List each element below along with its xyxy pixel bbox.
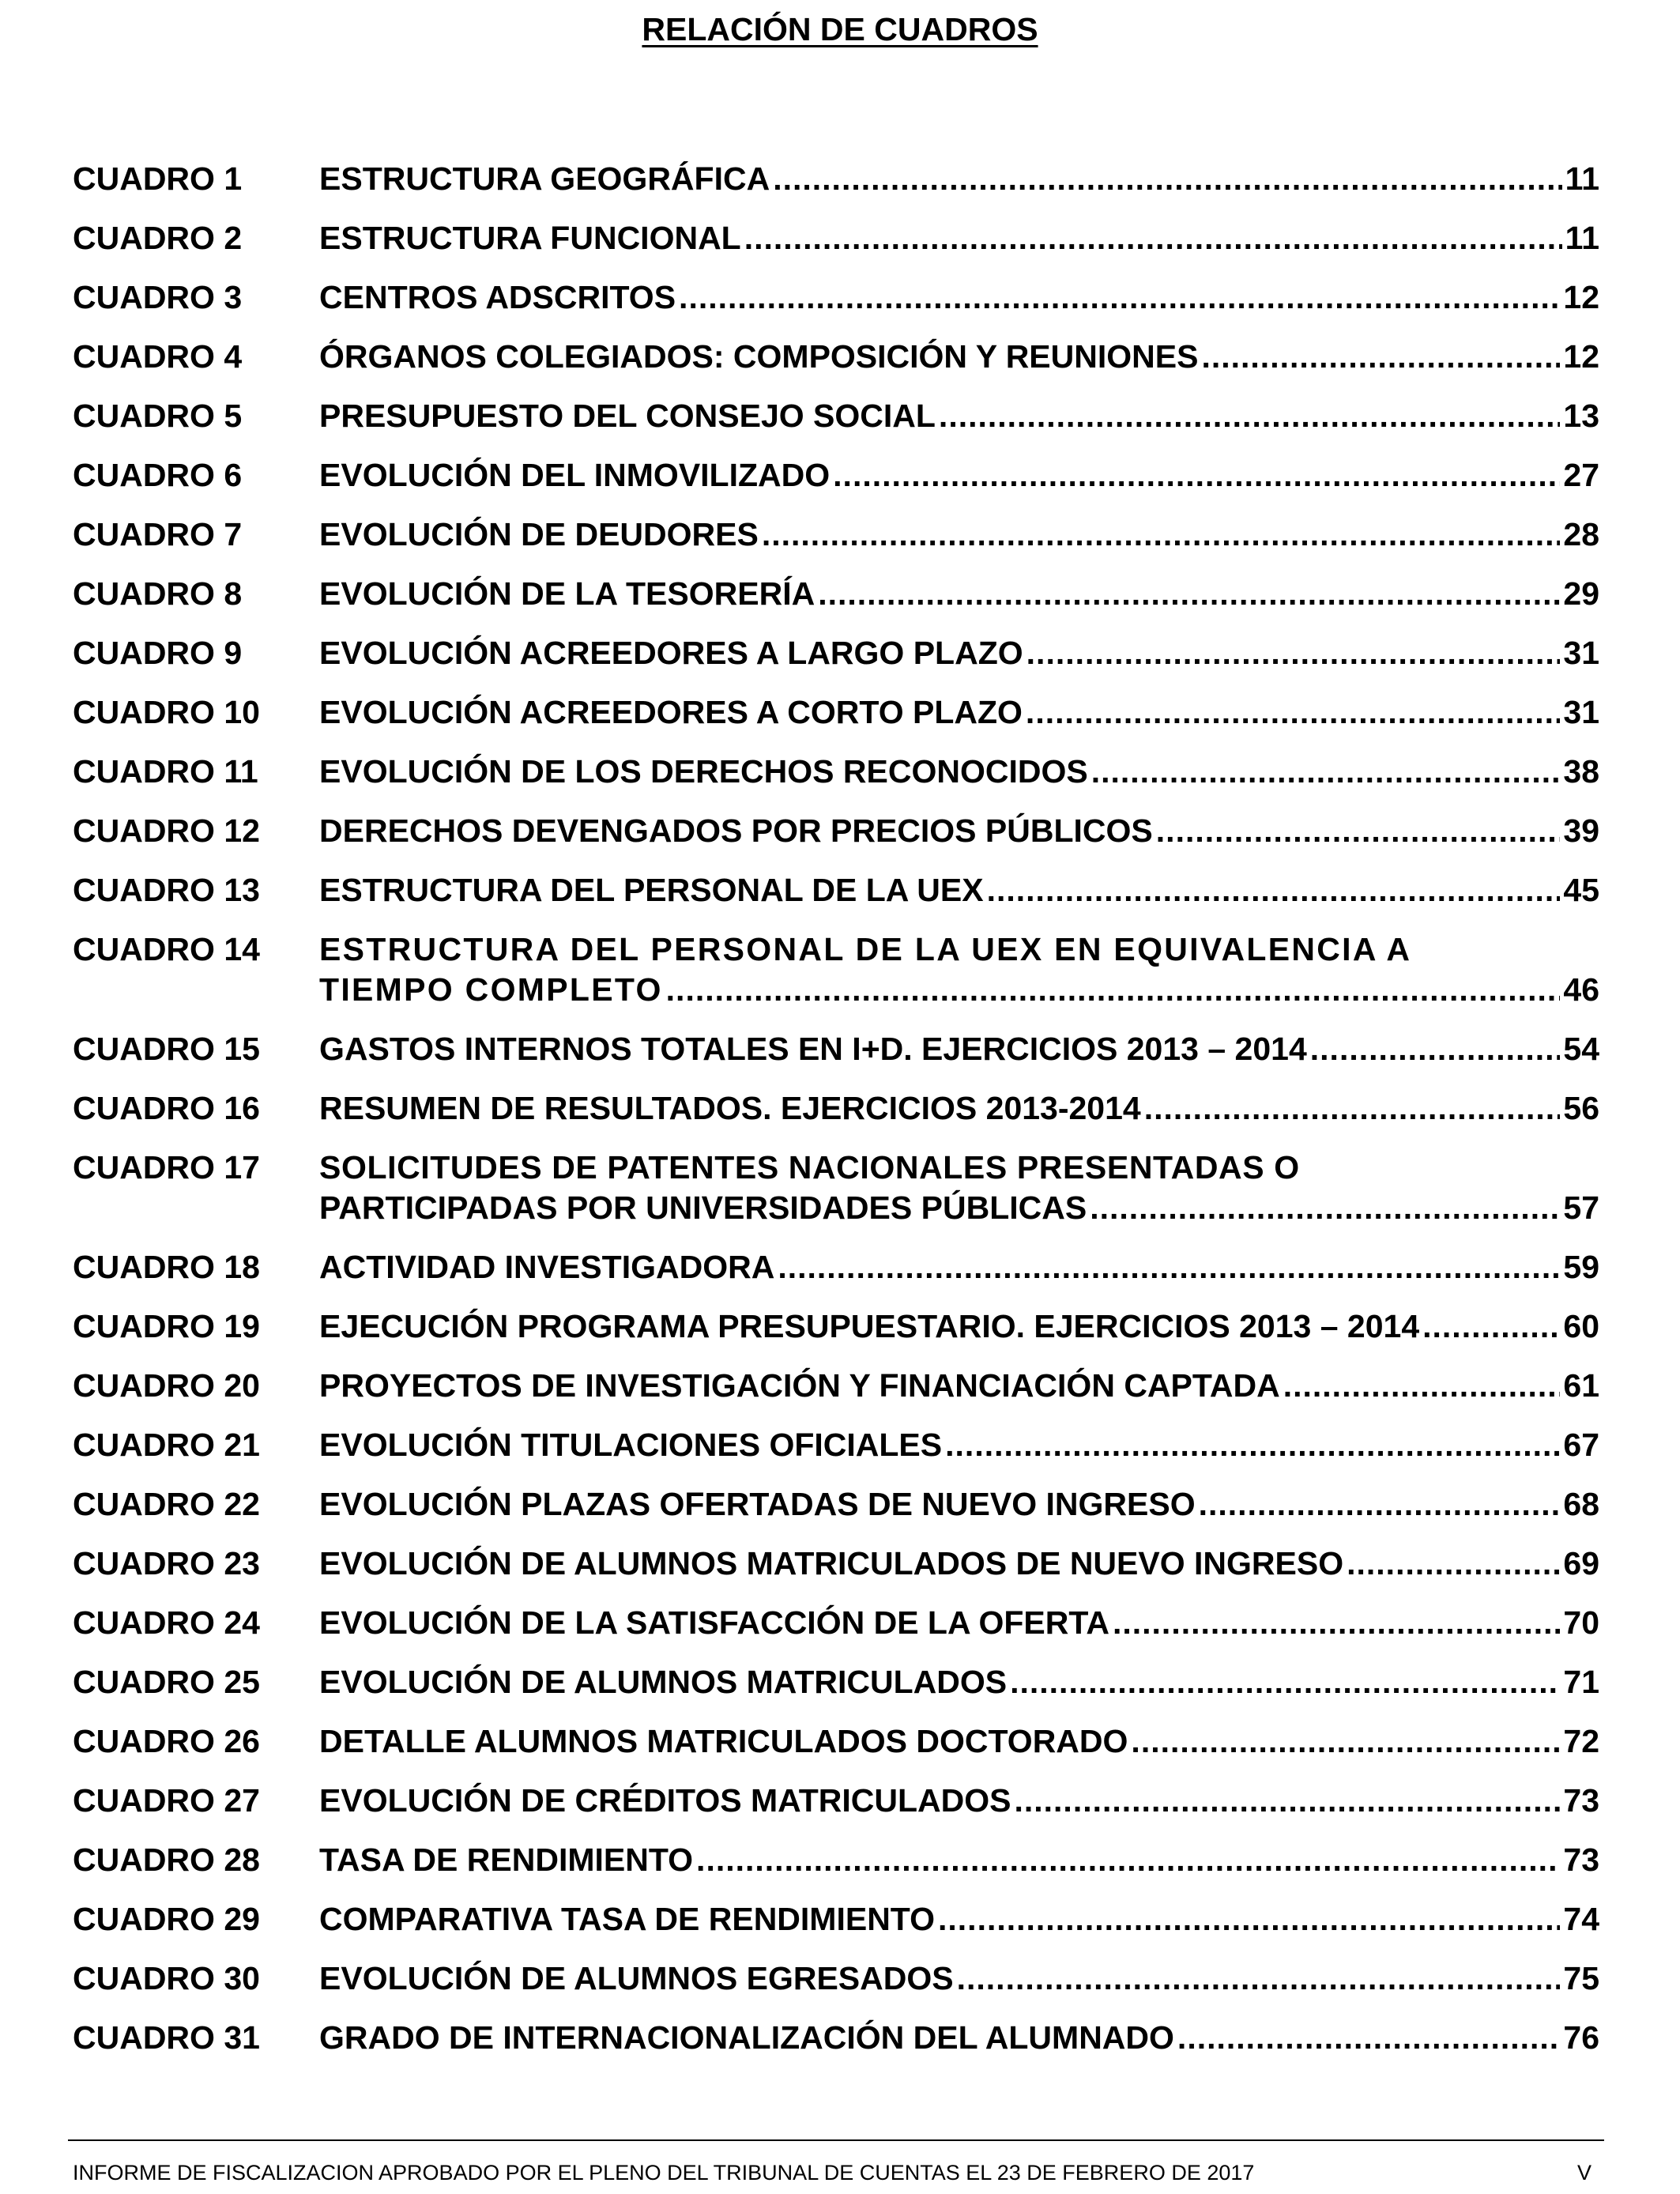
toc-entry-title: EVOLUCIÓN TITULACIONES OFICIALES [319,1427,943,1463]
toc-entry-line [319,1029,1599,1069]
footer-page-number: V [1576,2161,1591,2185]
toc-entry-number: CUADRO 14 [73,931,260,967]
toc-entry-number: CUADRO 24 [73,1604,260,1641]
toc-entry-title: EVOLUCIÓN ACREEDORES A CORTO PLAZO [319,694,1023,730]
toc-entry-line [319,1188,1599,1228]
toc-entry-number: CUADRO 10 [73,694,260,730]
toc-entry[interactable] [73,574,1599,614]
dot-leader [939,396,1560,436]
toc-entry-line [319,1247,1599,1287]
toc-entry-body [319,1088,1599,1129]
toc-entry-title: PRESUPUESTO DEL CONSEJO SOCIAL [319,398,936,434]
toc-entry-page: 27 [1563,457,1599,493]
toc-entry-page: 67 [1563,1427,1599,1463]
toc-entry-body [319,1544,1599,1584]
toc-entry-title: ACTIVIDAD INVESTIGADORA [319,1249,775,1285]
toc-entry-line [319,1484,1599,1525]
dot-leader [818,574,1560,614]
toc-entry[interactable] [73,1088,1599,1129]
toc-entry[interactable] [73,633,1599,673]
toc-entry-title: EVOLUCIÓN DE ALUMNOS MATRICULADOS DE NUEVO INGRESO [319,1545,1344,1581]
dot-leader [1090,1188,1560,1228]
toc-entry-number: CUADRO 2 [73,220,243,256]
toc-entry-title: DERECHOS DEVENGADOS POR PRECIOS PÚBLICOS [319,812,1153,849]
toc-entry-number: CUADRO 18 [73,1249,260,1285]
toc-entry-page: 28 [1563,516,1599,552]
toc-entry-title: EVOLUCIÓN ACREEDORES A LARGO PLAZO [319,635,1023,671]
toc-entry-line [319,515,1599,555]
toc-entry-title: EVOLUCIÓN DE ALUMNOS EGRESADOS [319,1960,954,1996]
toc-entry-page: 38 [1563,753,1599,790]
toc-entry-page: 59 [1563,1249,1599,1285]
toc-entry-page: 39 [1563,812,1599,849]
toc-entry-body [319,633,1599,673]
toc-entry[interactable] [73,1721,1599,1762]
toc-entry-body [319,2018,1599,2058]
dot-leader [1156,811,1561,851]
toc-entry[interactable] [73,1544,1599,1584]
toc-entry-page: 29 [1563,575,1599,612]
toc-entry[interactable] [73,1366,1599,1406]
toc-entry-number: CUADRO 15 [73,1031,260,1067]
dot-leader [938,1899,1560,1940]
toc-entry-number: CUADRO 13 [73,872,260,908]
page-title: RELACIÓN DE CUADROS [642,11,1038,47]
toc-entry-page: 61 [1563,1367,1599,1404]
toc-entry-number: CUADRO 25 [73,1664,260,1700]
toc-entry-page: 71 [1563,1664,1599,1700]
toc-entry-line [319,218,1599,258]
toc-entry-title: GASTOS INTERNOS TOTALES EN I+D. EJERCICIOS 2013 – 2014 [319,1031,1307,1067]
dot-leader [1014,1781,1560,1821]
dot-leader [833,455,1560,496]
toc-entry[interactable] [73,1899,1599,1940]
toc-entry-line [319,1781,1599,1821]
toc-entry-body [319,218,1599,258]
toc-entry-line [319,337,1599,377]
dot-leader [773,159,1561,199]
toc-entry-number: CUADRO 12 [73,812,260,849]
toc-entry-number: CUADRO 22 [73,1486,260,1522]
toc-entry-title: CENTROS ADSCRITOS [319,279,676,315]
toc-entry[interactable] [73,1603,1599,1643]
toc-entry-title: TASA DE RENDIMIENTO [319,1842,694,1878]
toc-entry-number: CUADRO 8 [73,575,243,612]
toc-entry-body [319,455,1599,496]
dot-leader [679,277,1560,318]
dot-leader [762,515,1561,555]
toc-entry[interactable] [73,1958,1599,1999]
toc-entry-number: CUADRO 6 [73,457,243,493]
dot-leader [1422,1306,1560,1347]
toc-entry-body [319,1899,1599,1940]
toc-entry-number: CUADRO 26 [73,1723,260,1759]
dot-leader [1091,752,1561,792]
toc-entry-line [319,574,1599,614]
toc-entry-line [319,811,1599,851]
toc-entry-number: CUADRO 16 [73,1090,260,1126]
toc-entry-title: ESTRUCTURA DEL PERSONAL DE LA UEX [319,872,984,908]
dot-leader [744,218,1562,258]
toc-entry-line [319,1899,1599,1940]
toc-entry-number: CUADRO 5 [73,398,243,434]
toc-entry-number: CUADRO 4 [73,338,243,375]
toc-entry-body [319,1247,1599,1287]
toc-entry[interactable] [73,1484,1599,1525]
toc-entry-body [319,929,1599,1010]
toc-entry-line [319,1958,1599,1999]
toc-entry-number: CUADRO 3 [73,279,243,315]
toc-entry[interactable] [73,1247,1599,1287]
toc-entry-body [319,752,1599,792]
toc-entry[interactable] [73,692,1599,733]
dot-leader [666,970,1561,1010]
toc-entry-title: EVOLUCIÓN DE LA SATISFACCIÓN DE LA OFERTA [319,1604,1109,1641]
toc-entry[interactable] [73,870,1599,910]
toc-entry-number: CUADRO 21 [73,1427,260,1463]
dot-leader [1026,633,1561,673]
toc-entry-body [319,574,1599,614]
toc-entry-title: EVOLUCIÓN DE CRÉDITOS MATRICULADOS [319,1782,1011,1819]
toc-entry-body [319,870,1599,910]
toc-entry-title: EVOLUCIÓN DE LOS DERECHOS RECONOCIDOS [319,753,1088,790]
toc-entry-body [319,1662,1599,1702]
toc-entry-line [319,870,1599,910]
dot-leader [1177,2018,1560,2058]
toc-entry-page: 76 [1563,2019,1599,2056]
toc-entry-body [319,1148,1599,1228]
toc-entry-body [319,159,1599,199]
toc-entry-number: CUADRO 30 [73,1960,260,1996]
toc-entry[interactable] [73,1781,1599,1821]
toc-entry-page: 12 [1563,279,1599,315]
toc-entry-page: 60 [1563,1308,1599,1344]
toc-entry-title: EVOLUCIÓN DEL INMOVILIZADO [319,457,831,493]
toc-entry[interactable] [73,515,1599,555]
toc-entry[interactable] [73,929,1599,1010]
toc-entry-title: PARTICIPADAS POR UNIVERSIDADES PÚBLICAS [319,1189,1087,1226]
toc-entry-title: PROYECTOS DE INVESTIGACIÓN Y FINANCIACIÓN CAPTADA [319,1367,1280,1404]
dot-leader [945,1425,1560,1465]
toc-entry-body [319,396,1599,436]
toc-entry-body [319,337,1599,377]
toc-entry-title: ESTRUCTURA GEOGRÁFICA [319,160,770,197]
toc-entry-title-line1: SOLICITUDES DE PATENTES NACIONALES PRESENTADAS O [319,1149,1300,1186]
dot-leader [778,1247,1560,1287]
toc-entry-number: CUADRO 20 [73,1367,260,1404]
toc-entry-title: EVOLUCIÓN DE LA TESORERÍA [319,575,816,612]
toc-entry-body [319,1781,1599,1821]
toc-entry-number: CUADRO 28 [73,1842,260,1878]
toc-entry-line [319,1425,1599,1465]
footer-text: INFORME DE FISCALIZACION APROBADO POR EL PLENO DEL TRIBUNAL DE CUENTAS EL 23 DE FEBRERO DE 2017 [73,2161,1255,2185]
toc-entry-page: 57 [1563,1189,1599,1226]
toc-entry-page: 73 [1563,1782,1599,1819]
toc-entry-line [319,159,1599,199]
toc-entry-title: EVOLUCIÓN DE ALUMNOS MATRICULADOS [319,1664,1008,1700]
toc-entry-line [319,2018,1599,2058]
dot-leader [1347,1544,1560,1584]
toc-entry-body [319,1366,1599,1406]
toc-entry-number: CUADRO 17 [73,1149,260,1186]
toc-entry-line [319,1721,1599,1762]
toc-entry-page: 12 [1563,338,1599,375]
toc-entry-page: 56 [1563,1090,1599,1126]
toc-entry-number: CUADRO 27 [73,1782,260,1819]
toc-entry-page: 70 [1563,1604,1599,1641]
toc-entry-line [319,752,1599,792]
toc-entry[interactable] [73,455,1599,496]
toc-entry[interactable] [73,1425,1599,1465]
table-of-contents [73,159,1599,2077]
toc-entry-page: 54 [1563,1031,1599,1067]
toc-entry[interactable] [73,159,1599,199]
dot-leader [1310,1029,1561,1069]
toc-entry-line [319,970,1599,1010]
toc-entry-title: TIEMPO COMPLETO [319,971,663,1008]
toc-entry[interactable] [73,2018,1599,2058]
toc-entry[interactable] [73,337,1599,377]
toc-entry-line [319,1088,1599,1129]
dot-leader [1131,1721,1560,1762]
toc-entry-title: RESUMEN DE RESULTADOS. EJERCICIOS 2013-2014 [319,1090,1141,1126]
dot-leader [696,1840,1560,1880]
toc-entry-page: 74 [1563,1901,1599,1937]
toc-entry-line [319,1306,1599,1347]
toc-entry-body [319,1603,1599,1643]
dot-leader [957,1958,1561,1999]
toc-entry-page: 13 [1563,398,1599,434]
toc-entry-title: COMPARATIVA TASA DE RENDIMIENTO [319,1901,935,1937]
toc-entry-line [319,1662,1599,1702]
toc-entry-page: 11 [1565,220,1599,256]
toc-entry-title: EVOLUCIÓN PLAZAS OFERTADAS DE NUEVO INGRESO [319,1486,1196,1522]
toc-entry-number: CUADRO 11 [73,753,258,790]
toc-entry-line [319,1366,1599,1406]
dot-leader [1199,1484,1561,1525]
toc-entry-body [319,1840,1599,1880]
toc-entry[interactable] [73,396,1599,436]
dot-leader [1113,1603,1560,1643]
toc-entry-title: ESTRUCTURA FUNCIONAL [319,220,741,256]
toc-entry-line [319,455,1599,496]
toc-entry-page: 75 [1563,1960,1599,1996]
toc-entry-line [319,396,1599,436]
toc-entry-body [319,1029,1599,1069]
toc-entry-line [319,692,1599,733]
toc-entry-page: 46 [1563,971,1599,1008]
toc-entry[interactable] [73,1148,1599,1228]
toc-entry-line [319,633,1599,673]
dot-leader [987,870,1561,910]
toc-entry-page: 69 [1563,1545,1599,1581]
toc-entry-page: 11 [1565,160,1599,197]
dot-leader [1283,1366,1561,1406]
toc-entry-line [319,1603,1599,1643]
toc-entry-number: CUADRO 19 [73,1308,260,1344]
toc-entry-body [319,1484,1599,1525]
toc-entry-title: ÓRGANOS COLEGIADOS: COMPOSICIÓN Y REUNIONES [319,338,1199,375]
toc-entry-body [319,515,1599,555]
toc-entry-page: 68 [1563,1486,1599,1522]
toc-entry[interactable] [73,1306,1599,1347]
toc-entry-title: GRADO DE INTERNACIONALIZACIÓN DEL ALUMNADO [319,2019,1174,2056]
toc-entry-body [319,1721,1599,1762]
toc-entry-line [319,1544,1599,1584]
dot-leader [1201,337,1560,377]
toc-entry-number: CUADRO 9 [73,635,243,671]
dot-leader [1026,692,1560,733]
toc-entry[interactable] [73,752,1599,792]
toc-entry-page: 45 [1563,872,1599,908]
toc-entry-page: 72 [1563,1723,1599,1759]
toc-entry-number: CUADRO 31 [73,2019,260,2056]
dot-leader [1144,1088,1561,1129]
toc-entry-body [319,1958,1599,1999]
toc-entry-title: EJECUCIÓN PROGRAMA PRESUPUESTARIO. EJERCICIOS 2013 – 2014 [319,1308,1420,1344]
toc-entry-title: DETALLE ALUMNOS MATRICULADOS DOCTORADO [319,1723,1128,1759]
toc-entry-body [319,1425,1599,1465]
toc-entry-number: CUADRO 7 [73,516,243,552]
toc-entry-body [319,811,1599,851]
toc-entry-number: CUADRO 1 [73,160,243,197]
toc-entry-page: 31 [1563,694,1599,730]
toc-entry-body [319,277,1599,318]
toc-entry[interactable] [73,1840,1599,1880]
toc-entry-number: CUADRO 29 [73,1901,260,1937]
toc-entry-line [319,1840,1599,1880]
toc-entry-number: CUADRO 23 [73,1545,260,1581]
toc-entry-title-line1: ESTRUCTURA DEL PERSONAL DE LA UEX EN EQUIVALENCIA A [319,931,1412,967]
toc-entry[interactable] [73,1662,1599,1702]
toc-entry[interactable] [73,218,1599,258]
toc-entry-body [319,692,1599,733]
toc-entry-page: 31 [1563,635,1599,671]
dot-leader [1010,1662,1560,1702]
toc-entry[interactable] [73,811,1599,851]
toc-entry[interactable] [73,277,1599,318]
toc-entry-page: 73 [1563,1842,1599,1878]
footer-divider [68,2139,1604,2141]
toc-entry-title: EVOLUCIÓN DE DEUDORES [319,516,759,552]
toc-entry-line [319,277,1599,318]
toc-entry[interactable] [73,1029,1599,1069]
toc-entry-body [319,1306,1599,1347]
